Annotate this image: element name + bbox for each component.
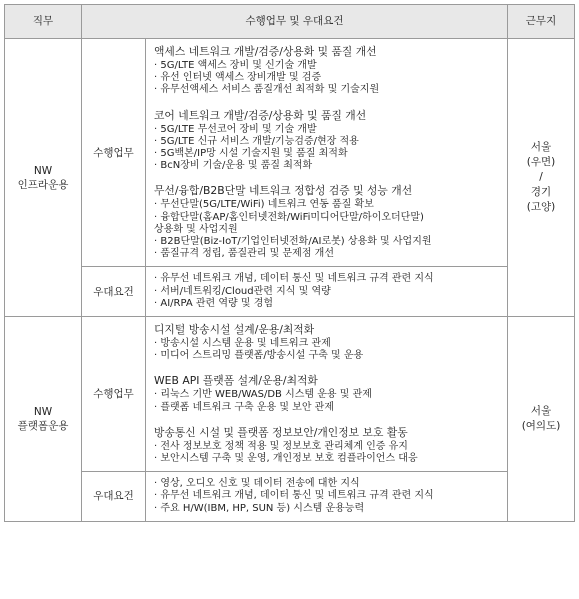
duty-block xyxy=(154,45,501,97)
section-label: 수행업무 xyxy=(82,317,146,472)
job-table xyxy=(4,4,575,522)
duty-block xyxy=(154,478,501,515)
job-title-cell: NW 플랫폼운용 xyxy=(5,317,82,522)
duty-item: · AI/RPA 관련 역량 및 경험 xyxy=(154,297,274,309)
section-content xyxy=(146,267,508,317)
duty-item: · 미디어 스트리밍 플랫폼/방송시설 구축 및 운용 xyxy=(154,350,364,362)
duty-block-title: 코어 네트워크 개발/검증/상용화 및 품질 개선 xyxy=(154,108,367,122)
table-header-row xyxy=(5,5,575,39)
duty-item: · B2B단말(Biz-IoT/기업인터넷전화/AI로봇) 상용화 및 사업지원 xyxy=(154,236,432,248)
table-row xyxy=(5,267,575,317)
duty-item: 상용화 및 사업지원 xyxy=(154,223,238,235)
duty-item: · 전사 정보보호 정책 적용 및 정보보호 관리체계 인증 유지 xyxy=(154,440,408,452)
duty-item: · 5G/LTE 액세스 장비 및 신기술 개발 xyxy=(154,60,317,71)
job-title-cell: NW 인프라운용 xyxy=(5,39,82,317)
header-duties: 수행업무 및 우대요건 xyxy=(82,5,508,39)
duty-item: · 5G/LTE 신규 서비스 개발/기능검증/현장 적용 xyxy=(154,135,359,147)
duty-item: · 유선 인터넷 액세스 장비개발 및 검증 xyxy=(154,72,322,84)
duty-item: · 5G백본/IP망 시설 기술지원 및 품질 최적화 xyxy=(154,148,348,160)
duty-block xyxy=(154,426,501,465)
duty-item: · 주요 H/W(IBM, HP, SUN 등) 시스템 운용능력 xyxy=(154,502,365,514)
section-content xyxy=(146,39,508,267)
section-label: 수행업무 xyxy=(82,39,146,267)
duty-item: · 방송시설 시스템 운용 및 네트워크 관제 xyxy=(154,338,331,350)
header-job: 직무 xyxy=(5,5,82,39)
section-content xyxy=(146,472,508,522)
duty-item: · 융합단말(홈AP/홈인터넷전화/WiFi미디어단말/하이오더단말) xyxy=(154,211,424,223)
duty-block xyxy=(154,374,501,413)
duty-block xyxy=(154,184,501,260)
duty-item: · 유무선액세스 서비스 품질개선 최적화 및 기술지원 xyxy=(154,84,380,96)
duty-item: · BcN장비 기술/운용 및 품질 최적화 xyxy=(154,160,313,172)
duty-item: · 유무선 네트워크 개념, 데이터 통신 및 네트워크 규격 관련 지식 xyxy=(154,273,434,285)
duty-block-title: 무선/융합/B2B단말 네트워크 정합성 검증 및 성능 개선 xyxy=(154,184,413,198)
location-cell: 서울 (우면) / 경기 (고양) xyxy=(508,39,575,317)
duty-block-title: WEB API 플랫폼 설계/운용/최적화 xyxy=(154,374,318,388)
table-row xyxy=(5,39,575,267)
duty-item: · 보안시스템 구축 및 운영, 개인정보 보호 컴플라이언스 대응 xyxy=(154,453,418,465)
duty-block xyxy=(154,323,501,362)
duty-block-title: 방송통신 시설 및 플랫폼 정보보안/개인정보 보호 활동 xyxy=(154,425,408,439)
header-location: 근무지 xyxy=(508,5,575,39)
duty-item: · 무선단말(5G/LTE/WiFi) 네트워크 연동 품질 확보 xyxy=(154,199,374,211)
duty-item: · 플랫폼 네트워크 구축 운용 및 보안 관제 xyxy=(154,401,334,413)
duty-block xyxy=(154,273,501,310)
duty-item: · 서버/네트워킹/Cloud관련 지식 및 역량 xyxy=(154,285,331,297)
section-label: 우대요건 xyxy=(82,472,146,522)
section-label: 우대요건 xyxy=(82,267,146,317)
duty-block-title: 액세스 네트워크 개발/검증/상용화 및 품질 개선 xyxy=(154,45,377,58)
duty-item: · 품질규격 정립, 품질관리 및 문제점 개선 xyxy=(154,248,334,260)
location-cell: 서울 (여의도) xyxy=(508,317,575,522)
duty-item: · 영상, 오디오 신호 및 데이터 전송에 대한 지식 xyxy=(154,478,360,490)
table-row xyxy=(5,317,575,472)
duty-block xyxy=(154,109,501,173)
duty-item: · 유무선 네트워크 개념, 데이터 통신 및 네트워크 규격 관련 지식 xyxy=(154,490,434,502)
duty-item: · 리눅스 기반 WEB/WAS/DB 시스템 운용 및 관제 xyxy=(154,389,372,401)
duty-block-title: 디지털 방송시설 설계/운용/최적화 xyxy=(154,323,315,337)
table-row xyxy=(5,472,575,522)
section-content xyxy=(146,317,508,472)
duty-item: · 5G/LTE 무선코어 장비 및 기술 개발 xyxy=(154,123,317,135)
